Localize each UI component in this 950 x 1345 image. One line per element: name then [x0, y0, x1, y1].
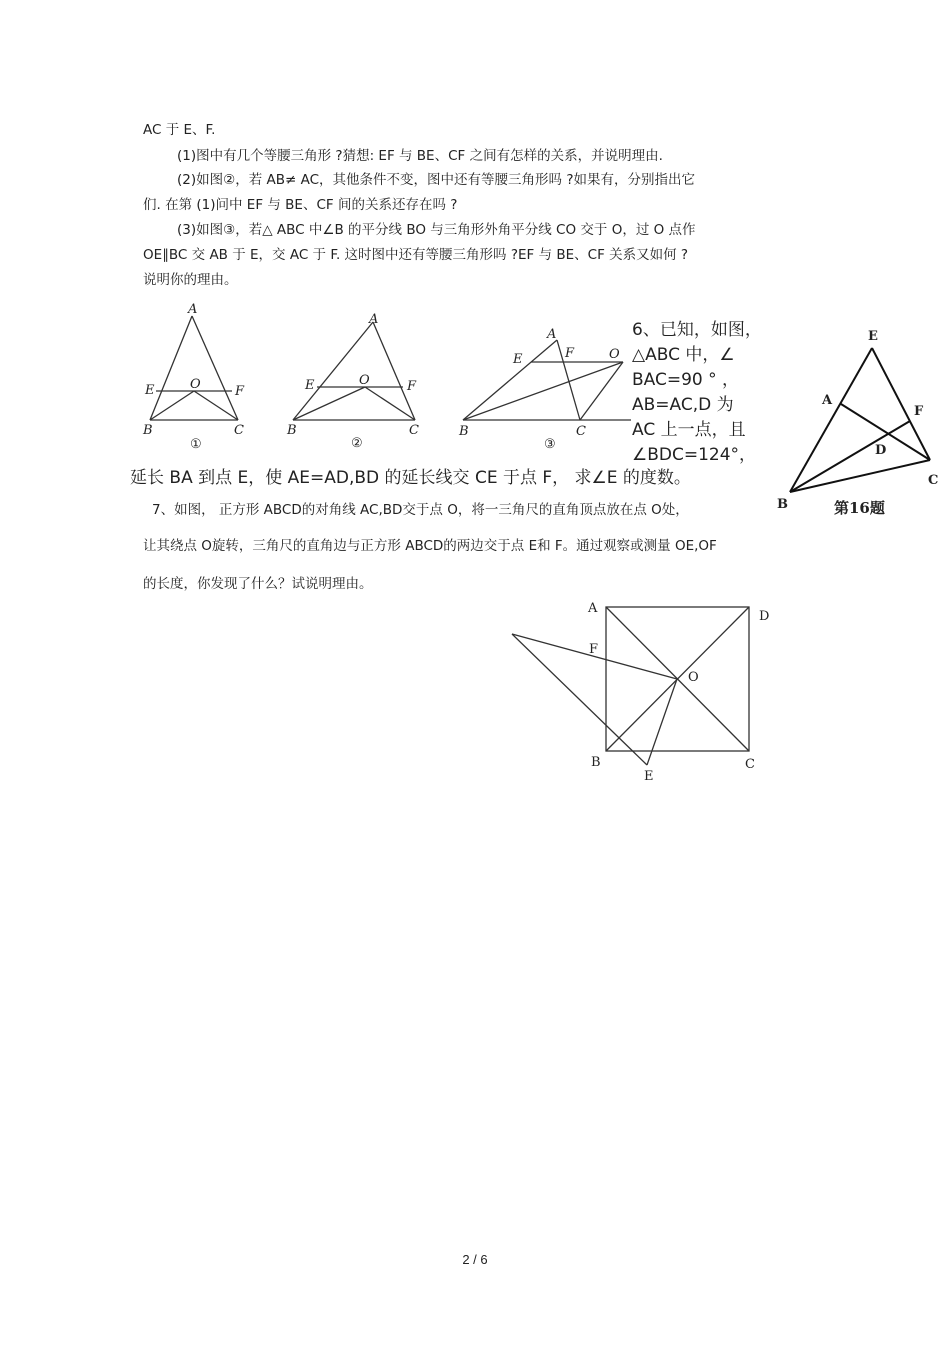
fig7-label-a: A [588, 601, 598, 616]
fig1-label-c: C [234, 423, 244, 438]
fig7-label-c: C [745, 757, 755, 772]
fig16-label-e: E [868, 329, 878, 344]
fig1-label-b: B [143, 423, 153, 438]
fig3-label-o: O [609, 347, 620, 362]
q7-line-2: 让其绕点 O旋转，三角尺的直角边与正方形 ABCD的两边交于点 E和 F。通过观察或测量 OE,OF [143, 538, 717, 554]
fig2-label-e: E [305, 378, 315, 393]
fig3-number: ③ [544, 437, 556, 452]
text-line-7: 说明你的理由。 [143, 272, 238, 288]
fig3-label-e: E [513, 352, 523, 367]
fig2-label-c: C [409, 423, 419, 438]
q6-line-4: AB=AC,D 为 [632, 395, 734, 415]
fig3-label-f: F [565, 346, 575, 361]
q6-line-3: BAC=90 ° ， [632, 370, 740, 390]
figure-1 [140, 300, 260, 450]
figure-3 [455, 322, 635, 452]
text-line-5: (3)如图③，若△ ABC 中∠B 的平分线 BO 与三角形外角平分线 CO 交于 O，过 O 点作 [177, 222, 696, 238]
fig2-label-f: F [407, 379, 417, 394]
fig3-label-a: A [547, 327, 557, 342]
text-line-2: (1)图中有几个等腰三角形 ?猜想: EF 与 BE、CF 之间有怎样的关系，并说明理由. [177, 148, 663, 164]
fig2-label-b: B [287, 423, 297, 438]
fig16-label-c: C [928, 473, 939, 488]
fig3-label-c: C [576, 424, 586, 439]
fig16-label-d: D [875, 443, 887, 458]
fig7-label-b: B [591, 755, 601, 770]
fig1-label-e: E [145, 383, 155, 398]
text-line-3: (2)如图②，若 AB≠ AC，其他条件不变，图中还有等腰三角形吗 ?如果有，分别指出它 [177, 172, 695, 188]
fig7-label-o: O [688, 670, 699, 685]
page-number: 2 / 6 [462, 1252, 488, 1267]
q6-line-6: ∠BDC=124°， [632, 445, 757, 465]
figure-2 [285, 310, 425, 450]
figure-7 [500, 595, 790, 795]
q6-line-5: AC 上一点，且 [632, 420, 746, 440]
text-line-4: 们. 在第 (1)问中 EF 与 BE、CF 间的关系还存在吗 ? [143, 197, 458, 213]
text-line-6: OE∥BC 交 AB 于 E，交 AC 于 F. 这时图中还有等腰三角形吗 ?EF 与 BE、CF 关系又如何 ? [143, 247, 689, 263]
fig1-label-f: F [235, 384, 245, 399]
figure-16 [770, 320, 945, 520]
q7-line-1: 7、如图， 正方形 ABCD的对角线 AC,BD交于点 O，将一三角尺的直角顶点放在点 O处， [152, 502, 689, 518]
fig16-label-a: A [822, 393, 833, 408]
q6-line-1: 6、已知，如图， [632, 320, 762, 340]
fig7-label-d: D [759, 609, 770, 624]
q7-line-3: 的长度，你发现了什么？试说明理由。 [143, 576, 373, 592]
fig7-label-e: E [644, 769, 654, 784]
fig1-number: ① [190, 437, 202, 452]
fig1-label-a: A [188, 302, 198, 317]
fig16-label-f: F [914, 404, 924, 419]
fig2-label-a: A [369, 312, 379, 327]
fig3-label-b: B [459, 424, 469, 439]
fig2-number: ② [351, 436, 363, 451]
fig7-label-f: F [589, 642, 599, 657]
text-line-1: AC 于 E、F. [143, 122, 216, 138]
q6-line-2: △ABC 中，∠ [632, 345, 735, 365]
q6-line-7: 延长 BA 到点 E，使 AE=AD,BD 的延长线交 CE 于点 F， 求∠E 的度数。 [130, 468, 691, 488]
fig16-caption: 第16题 [834, 499, 885, 517]
fig2-label-o: O [359, 373, 370, 388]
fig1-label-o: O [190, 377, 201, 392]
fig16-label-b: B [777, 497, 788, 512]
